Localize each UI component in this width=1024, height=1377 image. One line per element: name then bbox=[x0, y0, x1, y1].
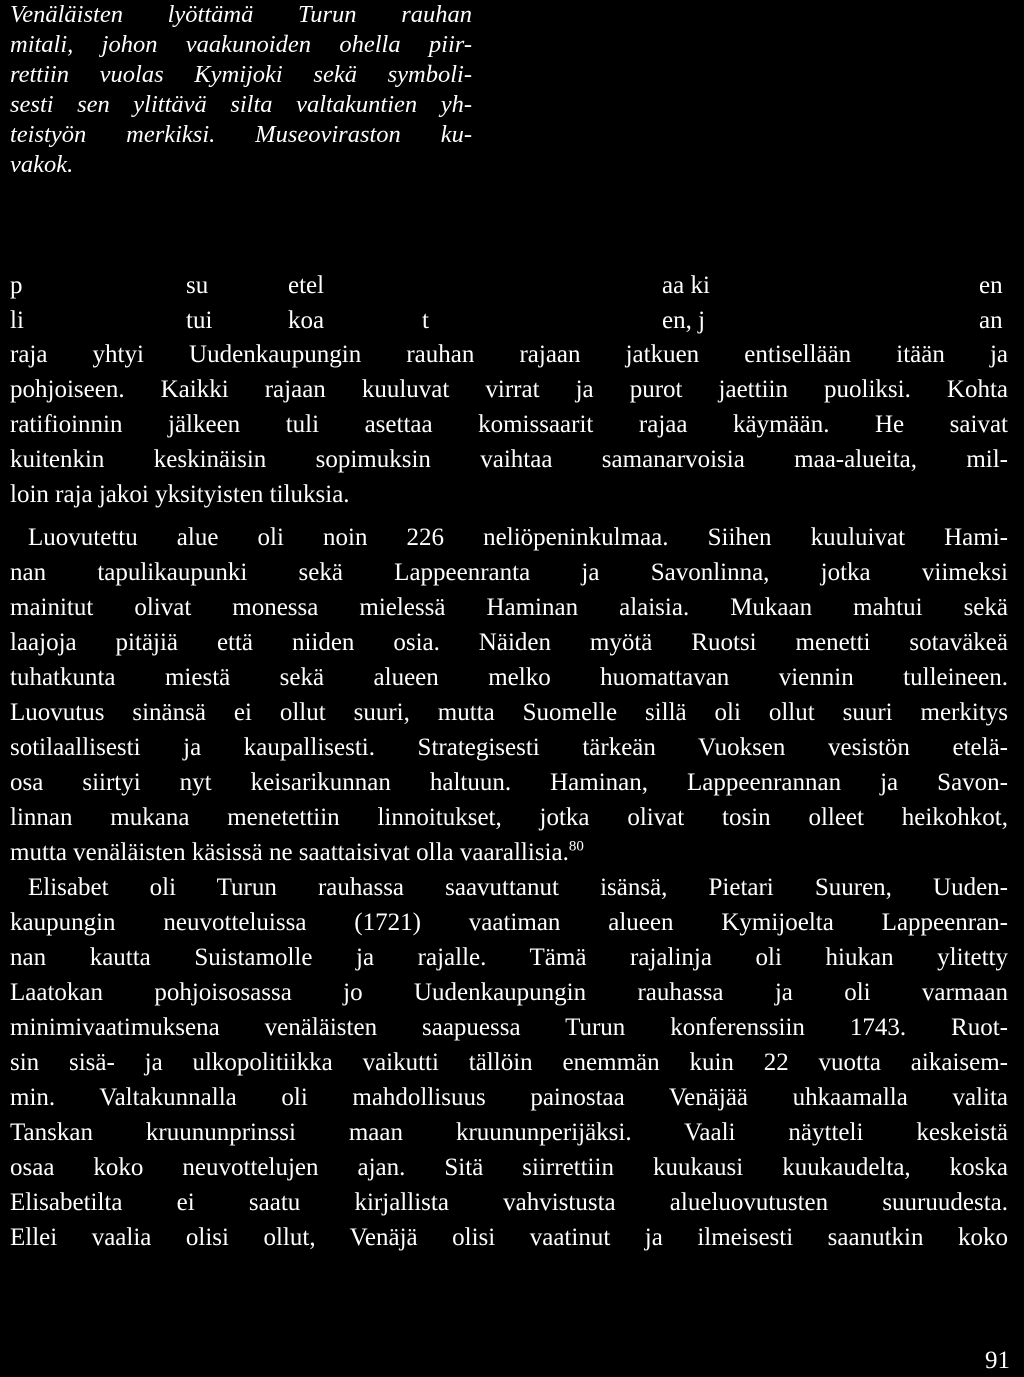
text-line: Tanskan kruununprinssi maan kruununperijäksi. Vaali näytteli keskeistä bbox=[10, 1119, 1008, 1146]
text-line: Laatokan pohjoisosassa jo Uudenkaupungin rauhassa ja oli varmaan bbox=[10, 979, 1008, 1006]
text-fragment: an bbox=[979, 307, 1003, 334]
text-line: loin raja jakoi yksityisten tiluksia. bbox=[10, 481, 350, 508]
image-caption bbox=[10, 0, 472, 180]
text-line: Luovutettu alue oli noin 226 neliöpeninkulmaa. Siihen kuuluivat Hami- bbox=[28, 524, 1008, 551]
text-fragment: aa ki bbox=[662, 272, 710, 299]
text-line: kaupungin neuvotteluissa (1721) vaatiman alueen Kymijoelta Lappeenran- bbox=[10, 909, 1008, 936]
text-fragment: en bbox=[979, 272, 1003, 299]
text-line: osa siirtyi nyt keisarikunnan haltuun. Haminan, Lappeenrannan ja Savon- bbox=[10, 769, 1008, 796]
text-line: min. Valtakunnalla oli mahdollisuus painostaa Venäjää uhkaamalla valita bbox=[10, 1084, 1008, 1111]
occluded-text-fragments bbox=[10, 268, 1008, 348]
text-line: tuhatkunta miestä sekä alueen melko huomattavan viennin tulleineen. bbox=[10, 664, 1008, 691]
text-fragment: tui bbox=[186, 307, 213, 334]
text-line: raja yhtyi Uudenkaupungin rauhan rajaan jatkuen entisellään itään ja bbox=[10, 341, 1008, 368]
text-line: sotilaallisesti ja kaupallisesti. Strategisesti tärkeän Vuoksen vesistön etelä- bbox=[10, 734, 1008, 761]
text-line: kuitenkin keskinäisin sopimuksin vaihtaa samanarvoisia maa-alueita, mil- bbox=[10, 446, 1008, 473]
text-fragment: li bbox=[10, 307, 24, 334]
caption-line: sesti sen ylittävä silta valtakuntien yh- bbox=[10, 91, 472, 118]
paragraph bbox=[10, 870, 1008, 1255]
text-line: Luovutus sinänsä ei ollut suuri, mutta Suomelle sillä oli ollut suuri merkitys bbox=[10, 699, 1008, 726]
caption-line: Venäläisten lyöttämä Turun rauhan bbox=[10, 1, 472, 28]
text-line: Ellei vaalia olisi ollut, Venäjä olisi vaatinut ja ilmeisesti saanutkin koko bbox=[10, 1224, 1008, 1251]
text-fragment: en, j bbox=[662, 307, 706, 334]
footnote-marker: 80 bbox=[568, 838, 584, 855]
caption-line: rettiin vuolas Kymijoki sekä symboli- bbox=[10, 61, 472, 88]
text-line: osaa koko neuvottelujen ajan. Sitä siirrettiin kuukausi kuukaudelta, koska bbox=[10, 1154, 1008, 1181]
page-number: 91 bbox=[985, 1347, 1010, 1374]
text-line: nan tapulikaupunki sekä Lappeenranta ja Savonlinna, jotka viimeksi bbox=[10, 559, 1008, 586]
text-line bbox=[10, 835, 1008, 870]
text-line: Elisabetilta ei saatu kirjallista vahvistusta alueluovutusten suuruudesta. bbox=[10, 1189, 1008, 1216]
text-line: sin sisä- ja ulkopolitiikka vaikutti tällöin enemmän kuin 22 vuotta aikaisem- bbox=[10, 1049, 1008, 1076]
text-line: nan kautta Suistamolle ja rajalle. Tämä rajalinja oli hiukan ylitetty bbox=[10, 944, 1008, 971]
text-line: laajoja pitäjiä että niiden osia. Näiden myötä Ruotsi menetti sotaväkeä bbox=[10, 629, 1008, 656]
paragraph bbox=[10, 520, 1008, 870]
body-text bbox=[10, 337, 1008, 1255]
caption-line: teistyön merkiksi. Museoviraston ku- bbox=[10, 121, 472, 148]
text-fragment: p bbox=[10, 272, 23, 299]
text-line: linnan mukana menetettiin linnoitukset, jotka olivat tosin olleet heikohkot, bbox=[10, 804, 1008, 831]
caption-line: vakok. bbox=[10, 151, 74, 178]
paragraph bbox=[10, 337, 1008, 512]
text-line: pohjoiseen. Kaikki rajaan kuuluvat virrat ja purot jaettiin puoliksi. Kohta bbox=[10, 376, 1008, 403]
text-line: ratifioinnin jälkeen tuli asettaa komissaarit rajaa käymään. He saivat bbox=[10, 411, 1008, 438]
text-line-content: mutta venäläisten käsissä ne saattaisivat olla vaarallisia. bbox=[10, 839, 569, 866]
text-line: mainitut olivat monessa mielessä Haminan alaisia. Mukaan mahtui sekä bbox=[10, 594, 1008, 621]
caption-line: mitali, johon vaakunoiden ohella piir- bbox=[10, 31, 472, 58]
text-fragment: koa bbox=[288, 307, 325, 334]
text-fragment: su bbox=[186, 272, 209, 299]
text-line: Elisabet oli Turun rauhassa saavuttanut isänsä, Pietari Suuren, Uuden- bbox=[28, 874, 1008, 901]
text-line: minimivaatimuksena venäläisten saapuessa Turun konferenssiin 1743. Ruot- bbox=[10, 1014, 1008, 1041]
text-fragment: t bbox=[422, 307, 429, 334]
text-fragment: etel bbox=[288, 272, 325, 299]
